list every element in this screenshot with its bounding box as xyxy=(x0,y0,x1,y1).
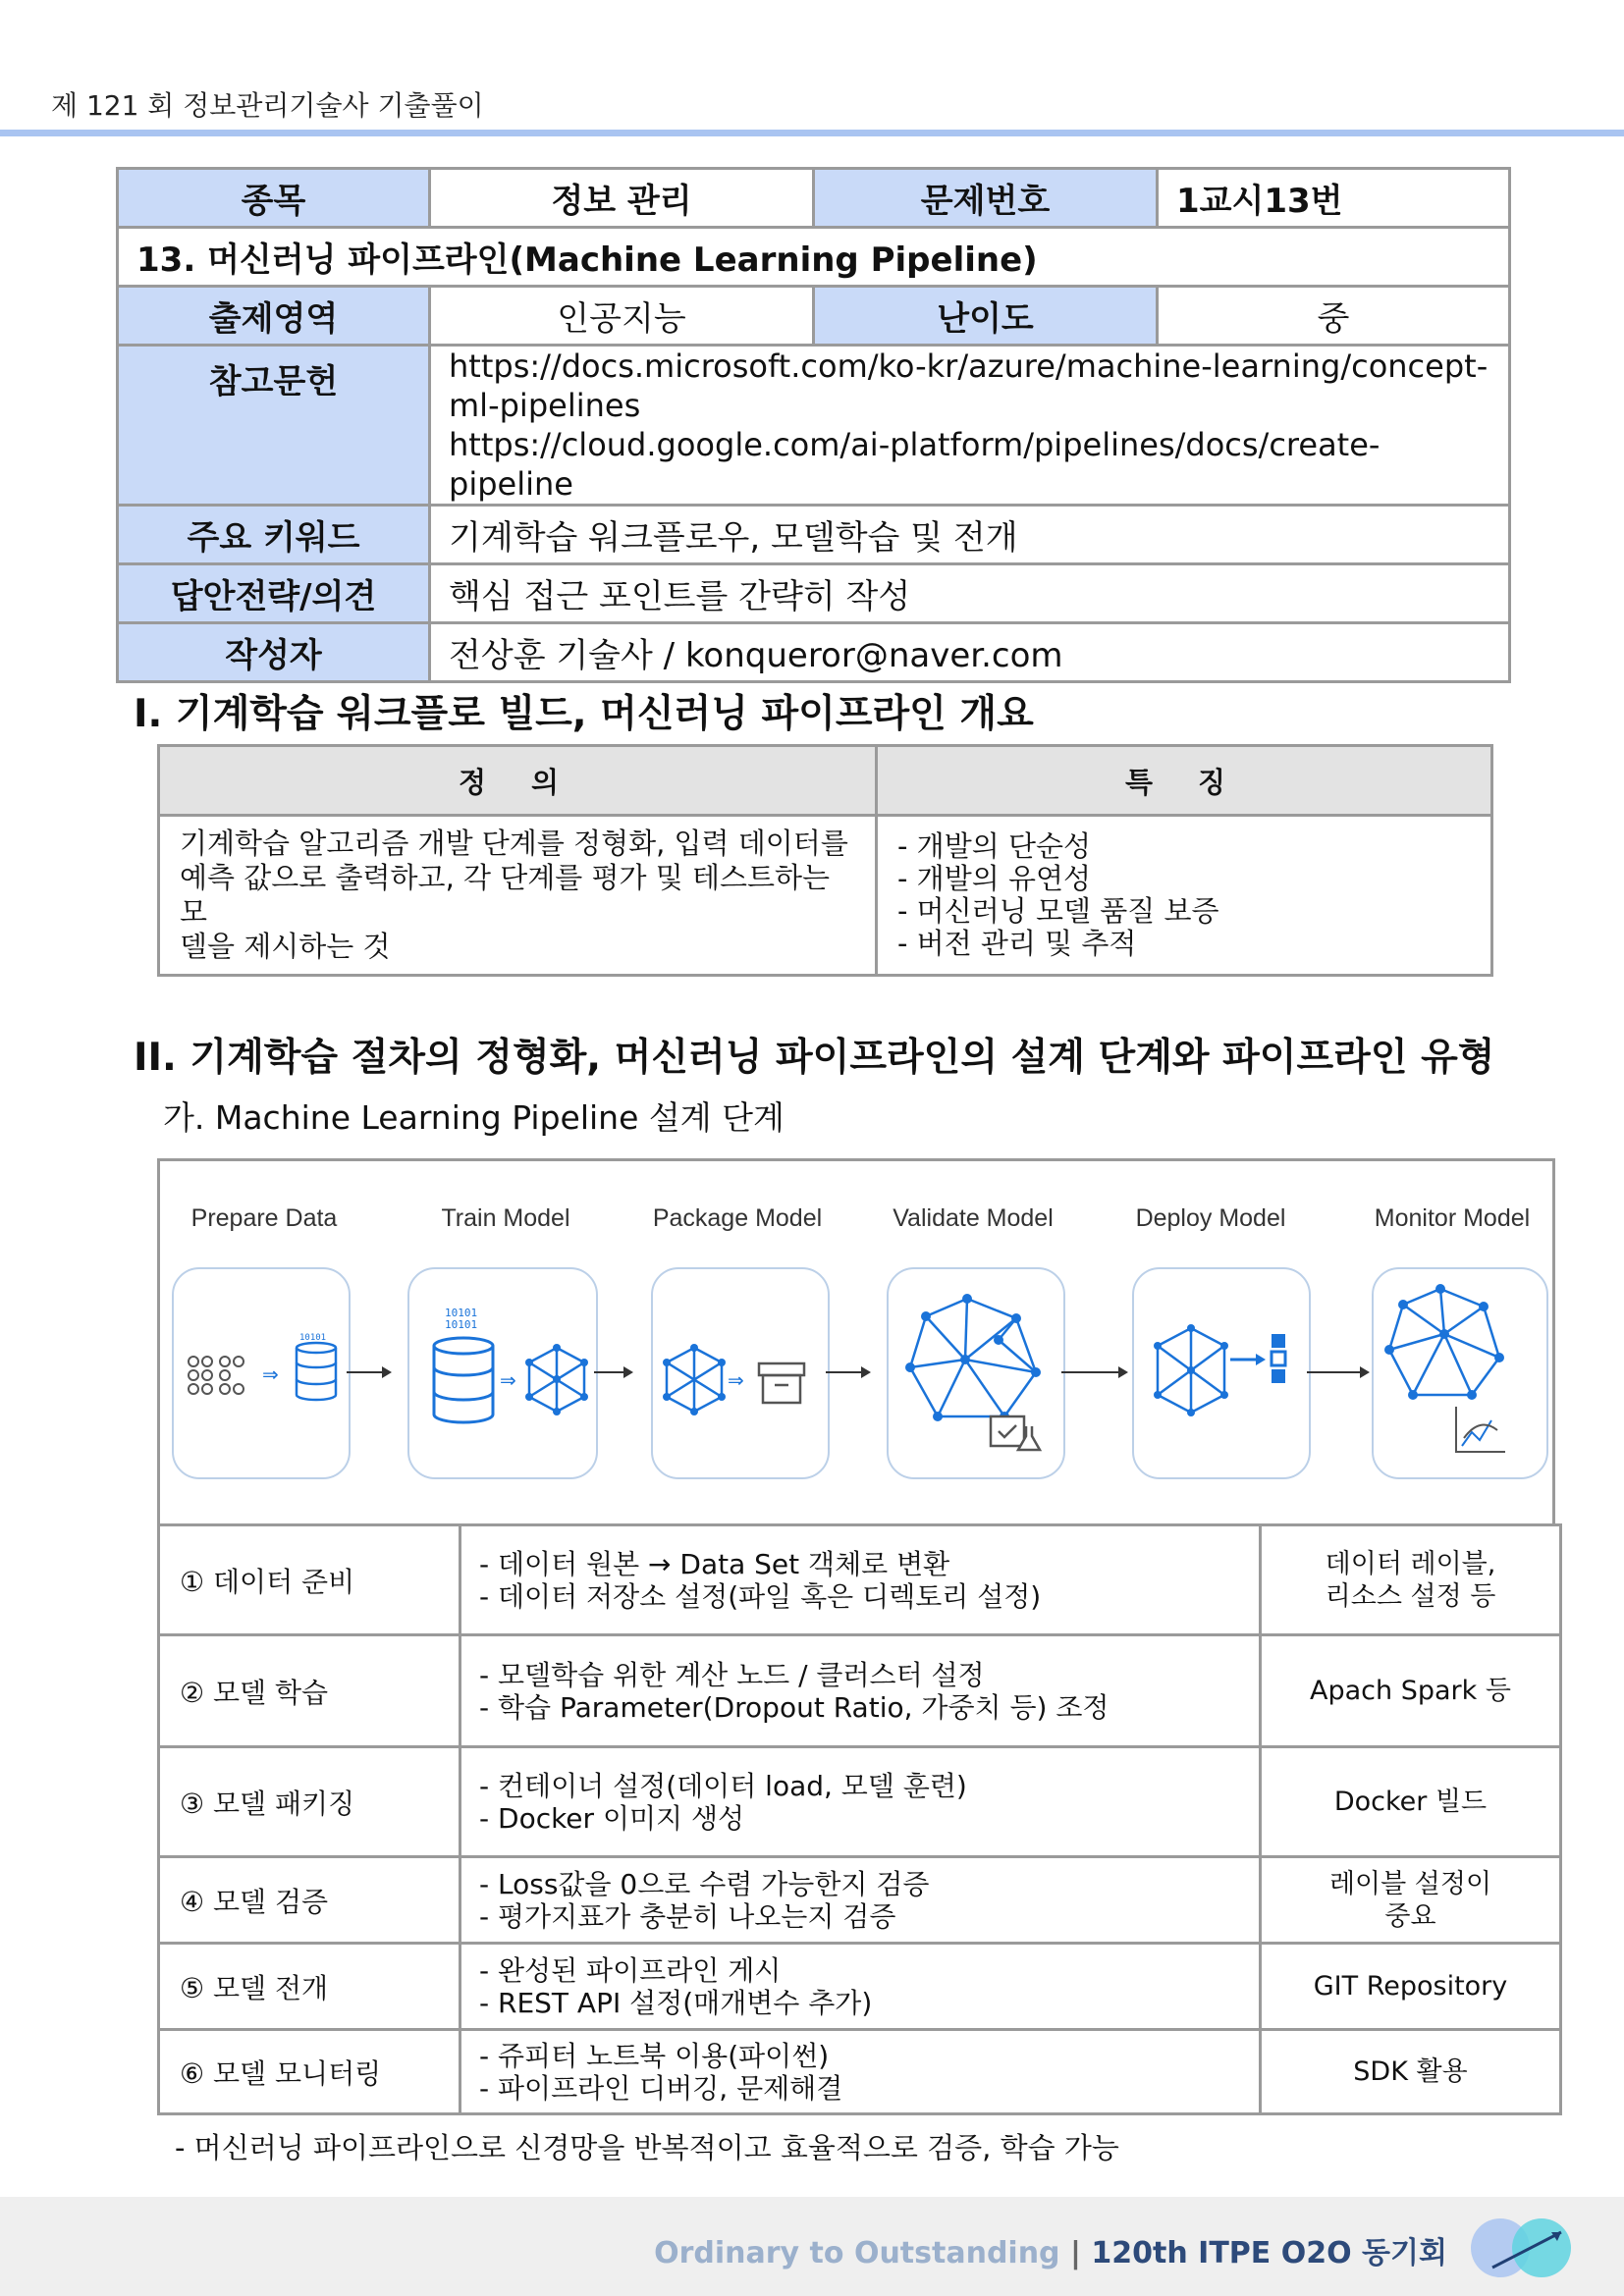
footer-text xyxy=(654,2228,1447,2271)
keyword-value: 기계학습 워크플로우, 모델학습 및 전개 xyxy=(430,506,1510,564)
author-label: 작성자 xyxy=(118,623,430,682)
step-name: ② 모델 학습 xyxy=(159,1635,460,1747)
pipeline-steps-table xyxy=(157,1523,1562,2115)
reference-value xyxy=(430,346,1510,506)
step-name: ⑥ 모델 모니터링 xyxy=(159,2030,460,2114)
overview-table xyxy=(157,744,1493,977)
step-note: GIT Repository xyxy=(1261,1944,1561,2030)
feature-item: - 버전 관리 및 추적 xyxy=(897,927,1137,960)
footer-slogan: Ordinary to Outstanding xyxy=(654,2236,1060,2270)
feature-item: - 개발의 유연성 xyxy=(897,862,1091,895)
definition-header: 정 의 xyxy=(159,746,877,816)
difficulty-label: 난이도 xyxy=(814,287,1158,346)
step-name: ④ 모델 검증 xyxy=(159,1857,460,1944)
feature-header: 특 징 xyxy=(877,746,1492,816)
svg-text:⇒: ⇒ xyxy=(728,1368,744,1392)
package-model-icon xyxy=(651,1267,830,1479)
strategy-value: 핵심 접근 포인트를 간략히 작성 xyxy=(430,564,1510,623)
stage-label-validate: Validate Model xyxy=(893,1204,1054,1232)
feature-list xyxy=(877,816,1492,976)
reference-label: 참고문헌 xyxy=(118,346,430,506)
author-value: 전상훈 기술사 / konqueror@naver.com xyxy=(430,623,1510,682)
definition-line: 예측 값으로 출력하고, 각 단계를 평가 및 테스트하는 모 xyxy=(180,861,831,929)
feature-item: - 머신러닝 모델 품질 보증 xyxy=(897,894,1219,928)
flow-arrow xyxy=(826,1371,869,1373)
question-info-table xyxy=(116,167,1511,683)
category-value: 정보 관리 xyxy=(430,169,814,228)
stage-label-prepare: Prepare Data xyxy=(190,1204,338,1232)
step-name: ⑤ 모델 전개 xyxy=(159,1944,460,2030)
step-note: 레이블 설정이 중요 xyxy=(1261,1857,1561,1944)
deploy-model-icon xyxy=(1132,1267,1311,1479)
svg-text:⇒: ⇒ xyxy=(500,1368,516,1392)
reference-link-1[interactable]: https://docs.microsoft.com/ko-kr/azure/machine-learning/concept- xyxy=(449,347,1489,385)
area-value: 인공지능 xyxy=(430,287,814,346)
strategy-label: 답안전략/의견 xyxy=(118,564,430,623)
step-desc: - 쥬피터 노트북 이용(파이썬) - 파이프라인 디버깅, 문제해결 xyxy=(460,2030,1261,2114)
prepare-data-icon xyxy=(172,1267,351,1479)
step-note: 데이터 레이블, 리소스 설정 등 xyxy=(1261,1525,1561,1635)
stage-label-deploy: Deploy Model xyxy=(1135,1204,1286,1232)
svg-text:10101: 10101 xyxy=(299,1333,327,1343)
step-note: Docker 빌드 xyxy=(1261,1747,1561,1857)
table-row xyxy=(159,1944,1561,2030)
train-model-icon xyxy=(407,1267,598,1479)
table-row xyxy=(159,1857,1561,1944)
reference-link-1-cont[interactable]: ml-pipelines xyxy=(449,387,641,424)
svg-text:10101: 10101 xyxy=(445,1318,478,1331)
section-2-subtitle: 가. Machine Learning Pipeline 설계 단계 xyxy=(163,1098,785,1137)
stage-label-package: Package Model xyxy=(652,1204,823,1232)
step-note: Apach Spark 등 xyxy=(1261,1635,1561,1747)
flow-arrow xyxy=(1061,1371,1126,1373)
question-number-value: 1교시13번 xyxy=(1158,169,1510,228)
o2o-logo-icon xyxy=(1463,2209,1581,2287)
table-row xyxy=(159,1635,1561,1747)
definition-line: 기계학습 알고리즘 개발 단계를 정형화, 입력 데이터를 xyxy=(180,827,848,860)
section-1-title: I. 기계학습 워크플로 빌드, 머신러닝 파이프라인 개요 xyxy=(134,692,1034,736)
step-name: ③ 모델 패키징 xyxy=(159,1747,460,1857)
flow-arrow xyxy=(347,1371,390,1373)
step-desc: - 컨테이너 설정(데이터 load, 모델 훈련) - Docker 이미지 생성 xyxy=(460,1747,1261,1857)
step-desc: - 완성된 파이프라인 게시 - REST API 설정(매개변수 추가) xyxy=(460,1944,1261,2030)
definition-line: 델을 제시하는 것 xyxy=(180,930,391,963)
flow-arrow xyxy=(594,1371,631,1373)
summary-note: - 머신러닝 파이프라인으로 신경망을 반복적이고 효율적으로 검증, 학습 가능 xyxy=(175,2131,1119,2164)
step-desc: - 데이터 원본 → Data Set 객체로 변환 - 데이터 저장소 설정(파일 혹은 디렉토리 설정) xyxy=(460,1525,1261,1635)
table-row xyxy=(159,1525,1561,1635)
table-row xyxy=(159,2030,1561,2114)
step-desc: - Loss값을 0으로 수렴 가능한지 검증 - 평가지표가 충분히 나오는지 검증 xyxy=(460,1857,1261,1944)
difficulty-value: 중 xyxy=(1158,287,1510,346)
table-row xyxy=(159,1747,1561,1857)
svg-text:10101: 10101 xyxy=(445,1307,478,1319)
stage-label-monitor: Monitor Model xyxy=(1374,1204,1531,1232)
question-title: 13. 머신러닝 파이프라인(Machine Learning Pipeline) xyxy=(118,228,1510,287)
section-2-title: II. 기계학습 절차의 정형화, 머신러닝 파이프라인의 설계 단계와 파이프라인 유형 xyxy=(134,1036,1495,1080)
footer-separator: | xyxy=(1069,2236,1081,2270)
keyword-label: 주요 키워드 xyxy=(118,506,430,564)
page-header-title: 제 121 회 정보관리기술사 기출풀이 xyxy=(51,89,484,122)
step-name: ① 데이터 준비 xyxy=(159,1525,460,1635)
definition-text xyxy=(159,816,877,976)
stage-label-train: Train Model xyxy=(441,1204,570,1232)
svg-text:⇒: ⇒ xyxy=(262,1362,279,1386)
area-label: 출제영역 xyxy=(118,287,430,346)
feature-item: - 개발의 단순성 xyxy=(897,829,1091,863)
step-desc: - 모델학습 위한 계산 노드 / 클러스터 설정 - 학습 Parameter(Dropout Ratio, 가중치 등) 조정 xyxy=(460,1635,1261,1747)
pipeline-diagram xyxy=(157,1158,1555,1523)
validate-model-icon xyxy=(887,1267,1065,1479)
footer-group-name: 120th ITPE O2O 동기회 xyxy=(1091,2236,1447,2270)
header-divider xyxy=(0,130,1624,136)
question-number-label: 문제번호 xyxy=(814,169,1158,228)
flow-arrow xyxy=(1307,1371,1368,1373)
reference-link-2[interactable]: https://cloud.google.com/ai-platform/pipelines/docs/create-pipeline xyxy=(449,426,1380,503)
step-note: SDK 활용 xyxy=(1261,2030,1561,2114)
monitor-model-icon xyxy=(1372,1267,1548,1479)
category-label: 종목 xyxy=(118,169,430,228)
